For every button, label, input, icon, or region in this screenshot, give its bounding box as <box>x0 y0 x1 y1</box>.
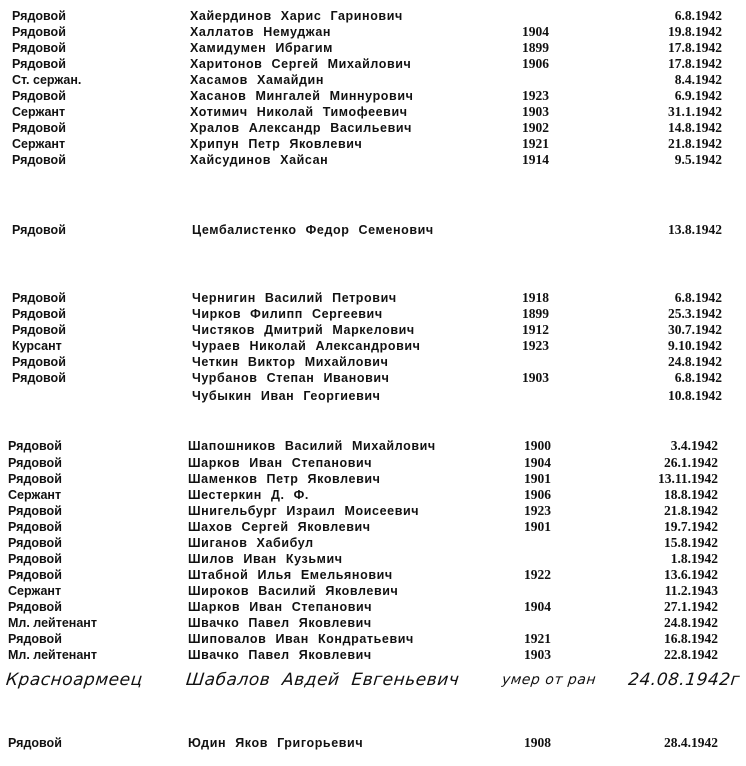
rank: Сержант <box>8 488 62 502</box>
date-of-death: 30.7.1942 <box>668 322 722 337</box>
list-row <box>0 615 746 631</box>
full-name: Швачко Павел Яковлевич <box>188 616 372 630</box>
rank: Рядовой <box>12 121 66 135</box>
birth-year: 1906 <box>524 487 551 502</box>
full-name: Харитонов Сергей Михайлович <box>190 57 412 71</box>
full-name: Чурбанов Степан Иванович <box>192 371 390 385</box>
rank: Рядовой <box>12 371 66 385</box>
list-row <box>0 136 746 152</box>
date-of-death: 9.5.1942 <box>674 152 722 167</box>
rank: Рядовой <box>8 472 62 486</box>
date-of-death: 6.9.1942 <box>674 88 722 103</box>
list-row <box>0 370 746 386</box>
full-name: Шилов Иван Кузьмич <box>188 552 343 566</box>
list-row <box>0 535 746 551</box>
date-of-death: 24.8.1942 <box>664 615 718 630</box>
list-row <box>0 631 746 647</box>
birth-year: 1918 <box>522 290 549 305</box>
list-row <box>0 519 746 535</box>
rank: Рядовой <box>12 89 66 103</box>
rank: Рядовой <box>12 41 66 55</box>
birth-year: 1922 <box>524 567 551 582</box>
date-of-death: 22.8.1942 <box>664 647 718 662</box>
rank: Сержант <box>12 137 66 151</box>
list-row <box>0 338 746 354</box>
list-row <box>0 388 746 404</box>
full-name: Шаменков Петр Яковлевич <box>188 472 381 486</box>
birth-year: 1901 <box>524 519 551 534</box>
birth-year: 1901 <box>524 471 551 486</box>
rank: Рядовой <box>12 9 66 23</box>
list-row <box>0 471 746 487</box>
full-name: Шнигельбург Израил Моисеевич <box>188 504 420 518</box>
full-name: Шахов Сергей Яковлевич <box>188 520 371 534</box>
date-of-death: 8.4.1942 <box>674 72 722 87</box>
full-name: Цембалистенко Федор Семенович <box>192 223 434 237</box>
date-of-death: 17.8.1942 <box>668 40 722 55</box>
rank: Сержант <box>8 584 62 598</box>
list-row <box>0 72 746 88</box>
birth-year: 1900 <box>524 438 551 453</box>
birth-year: 1914 <box>522 152 549 167</box>
rank: Рядовой <box>12 223 66 237</box>
full-name: Хайсудинов Хайсан <box>190 153 329 167</box>
full-name: Четкин Виктор Михайлович <box>192 355 389 369</box>
date-of-death: 25.3.1942 <box>668 306 722 321</box>
full-name: Хотимич Николай Тимофеевич <box>190 105 408 119</box>
date-of-death: 6.8.1942 <box>674 370 722 385</box>
list-row <box>0 647 746 663</box>
date-of-death: 6.8.1942 <box>674 8 722 23</box>
full-name: Шарков Иван Степанович <box>188 456 373 470</box>
full-name: Чураев Николай Александрович <box>192 339 421 353</box>
list-row <box>0 735 746 751</box>
handwritten-note: умер от ран <box>501 672 597 688</box>
full-name: Юдин Яков Григорьевич <box>188 736 364 750</box>
birth-year: 1899 <box>522 40 549 55</box>
rank: Рядовой <box>8 520 62 534</box>
rank: Рядовой <box>12 153 66 167</box>
full-name: Широков Василий Яковлевич <box>188 584 399 598</box>
rank: Рядовой <box>12 323 66 337</box>
list-row <box>0 120 746 136</box>
date-of-death: 21.8.1942 <box>664 503 718 518</box>
date-of-death: 26.1.1942 <box>664 455 718 470</box>
list-row <box>0 306 746 322</box>
handwritten-row <box>0 668 746 692</box>
full-name: Хамидумен Ибрагим <box>190 41 333 55</box>
list-row <box>0 487 746 503</box>
list-row <box>0 24 746 40</box>
full-name: Шапошников Василий Михайлович <box>188 439 436 453</box>
birth-year: 1903 <box>524 647 551 662</box>
list-row <box>0 56 746 72</box>
birth-year: 1921 <box>524 631 551 646</box>
rank: Рядовой <box>8 600 62 614</box>
rank: Рядовой <box>8 552 62 566</box>
full-name: Хасамов Хамайдин <box>190 73 324 87</box>
full-name: Шарков Иван Степанович <box>188 600 373 614</box>
date-of-death: 24.8.1942 <box>668 354 722 369</box>
rank: Рядовой <box>8 736 62 750</box>
list-row <box>0 567 746 583</box>
list-row <box>0 322 746 338</box>
list-row <box>0 8 746 24</box>
list-row <box>0 599 746 615</box>
rank: Рядовой <box>12 291 66 305</box>
birth-year: 1921 <box>522 136 549 151</box>
birth-year: 1904 <box>524 455 551 470</box>
full-name: Халлатов Немуджан <box>190 25 332 39</box>
date-of-death: 21.8.1942 <box>668 136 722 151</box>
list-row <box>0 104 746 120</box>
handwritten-date: 24.08.1942г <box>627 670 742 690</box>
birth-year: 1904 <box>524 599 551 614</box>
birth-year: 1923 <box>522 338 549 353</box>
rank: Рядовой <box>8 632 62 646</box>
handwritten-rank: Красноармеец <box>4 670 144 690</box>
rank: Рядовой <box>8 536 62 550</box>
birth-year: 1906 <box>522 56 549 71</box>
date-of-death: 3.4.1942 <box>670 438 718 453</box>
date-of-death: 10.8.1942 <box>668 388 722 403</box>
list-row <box>0 438 746 454</box>
full-name: Хралов Александр Васильевич <box>190 121 413 135</box>
date-of-death: 1.8.1942 <box>670 551 718 566</box>
date-of-death: 13.8.1942 <box>668 222 722 237</box>
full-name: Хайердинов Харис Гаринович <box>190 9 403 23</box>
handwritten-full-name: Шабалов Авдей Евгеньевич <box>184 670 461 690</box>
list-row <box>0 88 746 104</box>
list-row <box>0 40 746 56</box>
birth-year: 1899 <box>522 306 549 321</box>
birth-year: 1923 <box>522 88 549 103</box>
full-name: Чернигин Василий Петрович <box>192 291 397 305</box>
full-name: Шиповалов Иван Кондратьевич <box>188 632 414 646</box>
full-name: Шиганов Хабибул <box>188 536 314 550</box>
date-of-death: 27.1.1942 <box>664 599 718 614</box>
rank: Рядовой <box>12 307 66 321</box>
full-name: Чистяков Дмитрий Маркелович <box>192 323 415 337</box>
full-name: Хасанов Мингалей Миннурович <box>190 89 414 103</box>
full-name: Штабной Илья Емельянович <box>188 568 393 582</box>
date-of-death: 16.8.1942 <box>664 631 718 646</box>
full-name: Шестеркин Д. Ф. <box>188 488 309 502</box>
list-row <box>0 152 746 168</box>
rank: Рядовой <box>12 57 66 71</box>
date-of-death: 19.8.1942 <box>668 24 722 39</box>
full-name: Швачко Павел Яковлевич <box>188 648 372 662</box>
rank: Рядовой <box>8 568 62 582</box>
list-row <box>0 551 746 567</box>
date-of-death: 28.4.1942 <box>664 735 718 750</box>
rank: Мл. лейтенант <box>8 616 97 630</box>
list-row <box>0 290 746 306</box>
rank: Рядовой <box>8 504 62 518</box>
birth-year: 1902 <box>522 120 549 135</box>
date-of-death: 19.7.1942 <box>664 519 718 534</box>
birth-year: 1904 <box>522 24 549 39</box>
date-of-death: 13.11.1942 <box>657 471 718 486</box>
date-of-death: 11.2.1943 <box>664 583 718 598</box>
list-row <box>0 222 746 238</box>
birth-year: 1908 <box>524 735 551 750</box>
rank: Ст. сержан. <box>12 73 82 87</box>
date-of-death: 15.8.1942 <box>664 535 718 550</box>
date-of-death: 13.6.1942 <box>664 567 718 582</box>
full-name: Чирков Филипп Сергеевич <box>192 307 383 321</box>
date-of-death: 9.10.1942 <box>668 338 722 353</box>
rank: Рядовой <box>12 355 66 369</box>
list-row <box>0 455 746 471</box>
birth-year: 1903 <box>522 104 549 119</box>
date-of-death: 6.8.1942 <box>674 290 722 305</box>
date-of-death: 14.8.1942 <box>668 120 722 135</box>
list-row <box>0 354 746 370</box>
date-of-death: 31.1.1942 <box>668 104 722 119</box>
rank: Курсант <box>12 339 62 353</box>
birth-year: 1903 <box>522 370 549 385</box>
date-of-death: 17.8.1942 <box>668 56 722 71</box>
birth-year: 1912 <box>522 322 549 337</box>
rank: Рядовой <box>12 25 66 39</box>
full-name: Хрипун Петр Яковлевич <box>190 137 363 151</box>
rank: Рядовой <box>8 439 62 453</box>
rank: Мл. лейтенант <box>8 648 97 662</box>
list-row <box>0 503 746 519</box>
list-row <box>0 583 746 599</box>
rank: Сержант <box>12 105 66 119</box>
birth-year: 1923 <box>524 503 551 518</box>
rank: Рядовой <box>8 456 62 470</box>
date-of-death: 18.8.1942 <box>664 487 718 502</box>
full-name: Чубыкин Иван Георгиевич <box>192 389 381 403</box>
